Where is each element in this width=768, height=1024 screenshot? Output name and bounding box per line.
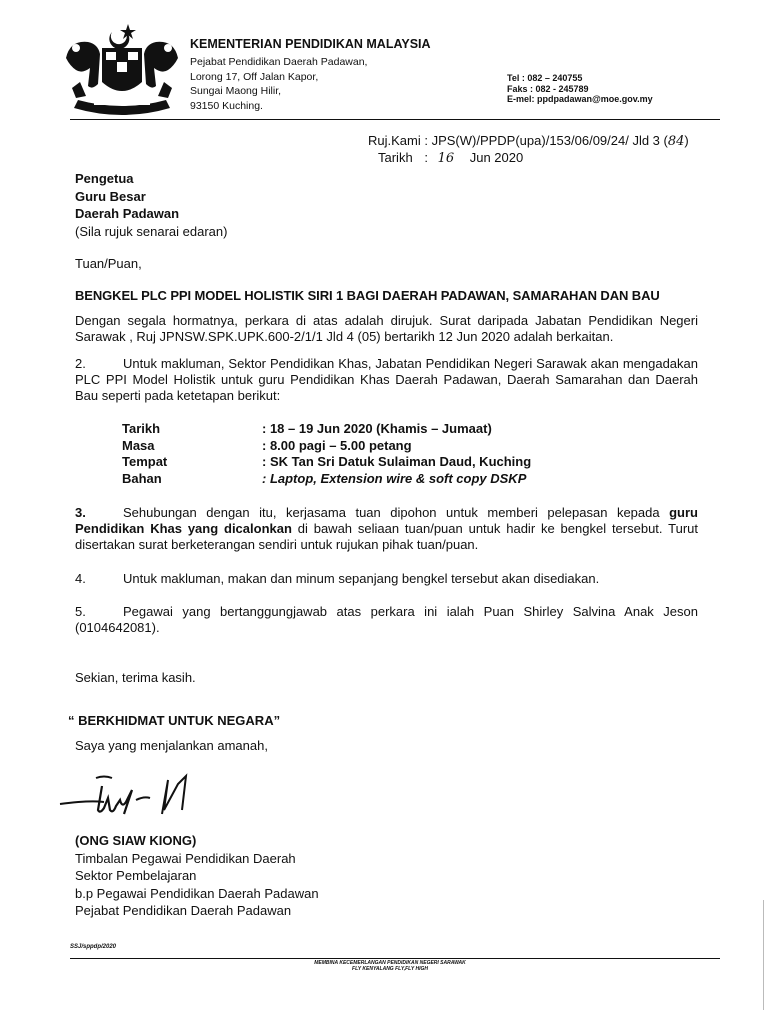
amanah-line: Saya yang menjalankan amanah, <box>75 738 268 753</box>
email: E-mel: ppdpadawan@moe.gov.my <box>507 94 653 104</box>
footer-tagline <box>300 960 480 972</box>
reference-text: Ruj.Kami : JPS(W)/PPDP(upa)/153/06/09/24/ Jld 3 ( <box>368 133 668 148</box>
paragraph-number: 5. <box>75 604 86 619</box>
paragraph-3-bold: guru Pendidikan Khas yang dicalonkan <box>75 505 698 536</box>
paragraph-3-text-b: di bawah seliaan tuan/puan untuk hadir ke bengkel tersebut. Turut disertakan surat berketerangan sendiri untuk rujukan pihak tuan/puan. <box>75 521 698 552</box>
detail-value: : Laptop, Extension wire & soft copy DSKP <box>262 470 527 486</box>
letter-date <box>368 150 689 167</box>
paragraph-5 <box>75 604 698 636</box>
signature-image <box>56 770 206 830</box>
paragraph-1: Dengan segala hormatnya, perkara di atas adalah dirujuk. Surat daripada Jabatan Pendidikan Negeri Sarawak , Ruj JPNSW.SPK.UPK.600-2/1/1 Jld 4 (05) bertarikh 12 Jun 2020 adalah berkaitan. <box>75 313 698 344</box>
subject-line: BENGKEL PLC PPI MODEL HOLISTIK SIRI 1 BAGI DAERAH PADAWAN, SAMARAHAN DAN BAU <box>75 288 660 303</box>
signatory-block <box>75 832 319 920</box>
detail-value: : SK Tan Sri Datuk Sulaiman Daud, Kuching <box>262 454 532 469</box>
ministry-name: KEMENTERIAN PENDIDIKAN MALAYSIA <box>190 37 431 51</box>
reference-number <box>368 133 689 150</box>
closing-line: Sekian, terima kasih. <box>75 670 196 685</box>
recipient-line: Pengetua <box>75 171 134 186</box>
signatory-title: b.p Pegawai Pendidikan Daerah Padawan <box>75 885 319 901</box>
reference-close: ) <box>684 133 689 148</box>
paragraph-5-text: Pegawai yang bertanggungjawab atas perkara ini ialah Puan Shirley Salvina Anak Jeson (0104642081). <box>75 604 698 635</box>
paragraph-4 <box>75 571 698 587</box>
footer-tagline-line: FLY KENYALANG FLY,FLY HIGH <box>352 966 428 972</box>
detail-label: Tempat <box>122 454 168 469</box>
date-label: Tarikh <box>378 150 413 165</box>
recipient-line: Daerah Padawan <box>75 206 180 221</box>
paragraph-4-text: Untuk makluman, makan dan minum sepanjang bengkel tersebut akan disediakan. <box>123 571 600 586</box>
office-address <box>190 55 367 113</box>
detail-value: : 18 – 19 Jun 2020 (Khamis – Jumaat) <box>262 421 492 436</box>
paragraph-2 <box>75 356 698 404</box>
detail-row <box>122 421 531 438</box>
details-table <box>122 421 531 487</box>
telephone: Tel : 082 – 240755 <box>507 73 583 83</box>
footer-tagline-line: MEMBINA KECEMERLANGAN PENDIDIKAN NEGERI SARAWAK <box>314 960 466 966</box>
paragraph-3-text-a: Sehubungan dengan itu, kerjasama tuan dipohon untuk memberi pelepasan kepada <box>123 505 670 520</box>
signatory-title: Sektor Pembelajaran <box>75 868 197 883</box>
date-handwritten: 16 <box>437 151 455 166</box>
date-separator: : <box>424 150 428 165</box>
detail-row <box>122 471 531 488</box>
recipients-block <box>75 170 227 240</box>
paragraph-2-text: Untuk makluman, Sektor Pendidikan Khas, Jabatan Pendidikan Negeri Sarawak akan mengadakan PLC PPI Model Holistik untuk guru Pendidikan Khas Daerah Padawan, Daerah Samarahan dan Daerah Bau seperti pada ketetapan berikut: <box>75 356 698 403</box>
coat-of-arms-logo <box>58 18 186 118</box>
footer-code: SSJ/sppdp/2020 <box>70 944 117 950</box>
recipient-line: Guru Besar <box>75 188 146 204</box>
scan-edge <box>763 900 764 1010</box>
detail-label: Tarikh <box>122 421 161 436</box>
reference-block <box>368 133 689 167</box>
detail-row <box>122 438 531 455</box>
paragraph-number: 2. <box>75 356 86 371</box>
header-divider <box>70 119 720 120</box>
signatory-title: Timbalan Pegawai Pendidikan Daerah <box>75 850 296 866</box>
reference-handwritten: 84 <box>667 134 685 149</box>
salutation: Tuan/Puan, <box>75 256 142 271</box>
detail-row <box>122 454 531 471</box>
paragraph-number: 3. <box>75 505 86 520</box>
signatory-title: Pejabat Pendidikan Daerah Padawan <box>75 903 292 918</box>
signatory-name: (ONG SIAW KIONG) <box>75 833 197 848</box>
fax: Faks : 082 - 245789 <box>507 83 589 94</box>
detail-label: Bahan <box>122 470 162 486</box>
address-line: Sungai Maong Hilir, <box>190 85 282 97</box>
motto: “ BERKHIDMAT UNTUK NEGARA” <box>68 713 281 728</box>
footer-divider <box>70 958 720 959</box>
paragraph-3 <box>75 505 698 553</box>
detail-label: Masa <box>122 437 155 453</box>
address-line: 93150 Kuching. <box>190 99 263 112</box>
recipients-note: (Sila rujuk senarai edaran) <box>75 223 228 239</box>
date-text: Jun 2020 <box>469 150 524 165</box>
detail-value: : 8.00 pagi – 5.00 petang <box>262 437 412 453</box>
address-line: Lorong 17, Off Jalan Kapor, <box>190 70 319 83</box>
paragraph-number: 4. <box>75 571 86 586</box>
contact-block <box>507 73 653 105</box>
address-line: Pejabat Pendidikan Daerah Padawan, <box>190 56 368 68</box>
